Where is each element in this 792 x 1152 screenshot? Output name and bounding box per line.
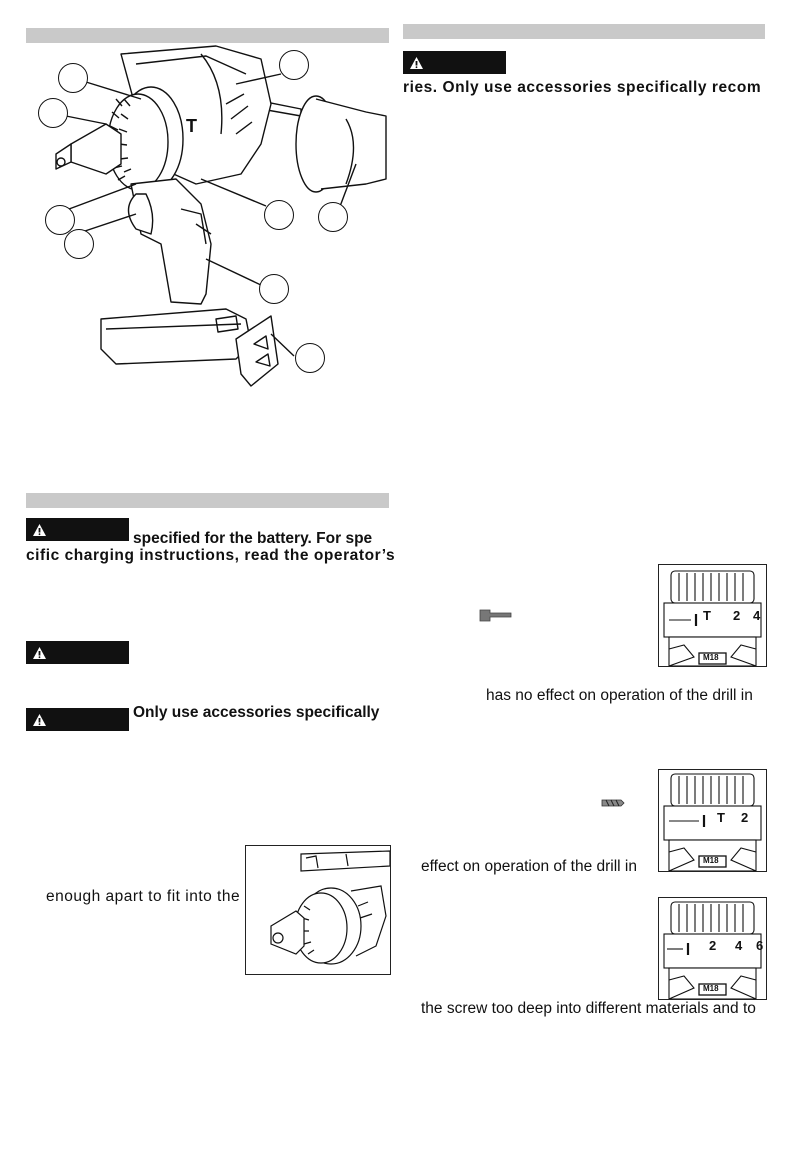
callout-circle xyxy=(38,98,68,128)
mode-dial-hammer-figure xyxy=(658,564,767,667)
warning-label xyxy=(26,641,129,664)
warning-label xyxy=(403,51,506,74)
warning-label xyxy=(26,518,129,541)
battery-warning-line2: cific charging instructions, read the operator’s xyxy=(26,547,396,564)
warning-label xyxy=(26,708,129,731)
drill-mode-text: effect on operation of the drill in xyxy=(421,858,637,875)
dial-badge: M18 xyxy=(703,856,719,865)
section-band-operation xyxy=(403,24,765,39)
warning-triangle-icon xyxy=(32,523,47,537)
callout-circle xyxy=(64,229,94,259)
drive-mode-text: the screw too deep into different materials and to xyxy=(421,1000,756,1017)
warning-triangle-icon xyxy=(32,713,47,727)
dial-tick-label: T xyxy=(703,608,711,623)
callout-circle xyxy=(259,274,289,304)
callout-circle xyxy=(318,202,348,232)
hook-instruction-text: enough apart to fit into the xyxy=(46,888,241,905)
hammer-mode-icon xyxy=(478,609,512,623)
svg-text:T: T xyxy=(186,116,197,136)
dial-tick-label: 2 xyxy=(733,608,741,623)
mode-dial-drive-figure xyxy=(658,897,767,1000)
dial-tick-label: 6 xyxy=(756,938,764,953)
dial-tick-label: 4 xyxy=(735,938,743,953)
callout-circle xyxy=(58,63,88,93)
dial-badge: M18 xyxy=(703,653,719,662)
dial-tick-label: 2 xyxy=(709,938,717,953)
hammer-mode-text: has no effect on operation of the drill in xyxy=(486,687,753,704)
dial-badge: M18 xyxy=(703,984,719,993)
drill-hook-illustration xyxy=(246,846,390,974)
dial-tick-label: T xyxy=(717,810,725,825)
callout-circle xyxy=(295,343,325,373)
dial-tick-label: 2 xyxy=(741,810,749,825)
callout-circle xyxy=(264,200,294,230)
top-warning-text: ries. Only use accessories specifically recom xyxy=(403,79,762,96)
drill-mode-icon xyxy=(601,798,625,808)
hook-figure xyxy=(245,845,391,975)
callout-circle xyxy=(279,50,309,80)
warning-triangle-icon xyxy=(409,56,424,70)
mode-dial-drill-figure xyxy=(658,769,767,872)
battery-warning-line1: specified for the battery. For spe xyxy=(133,530,373,547)
section-band-battery xyxy=(26,493,389,508)
section-band-tool-description xyxy=(26,28,389,43)
dial-tick-label: 4 xyxy=(753,608,761,623)
accessories-warning-text: Only use accessories specifically xyxy=(133,704,380,721)
warning-triangle-icon xyxy=(32,646,47,660)
